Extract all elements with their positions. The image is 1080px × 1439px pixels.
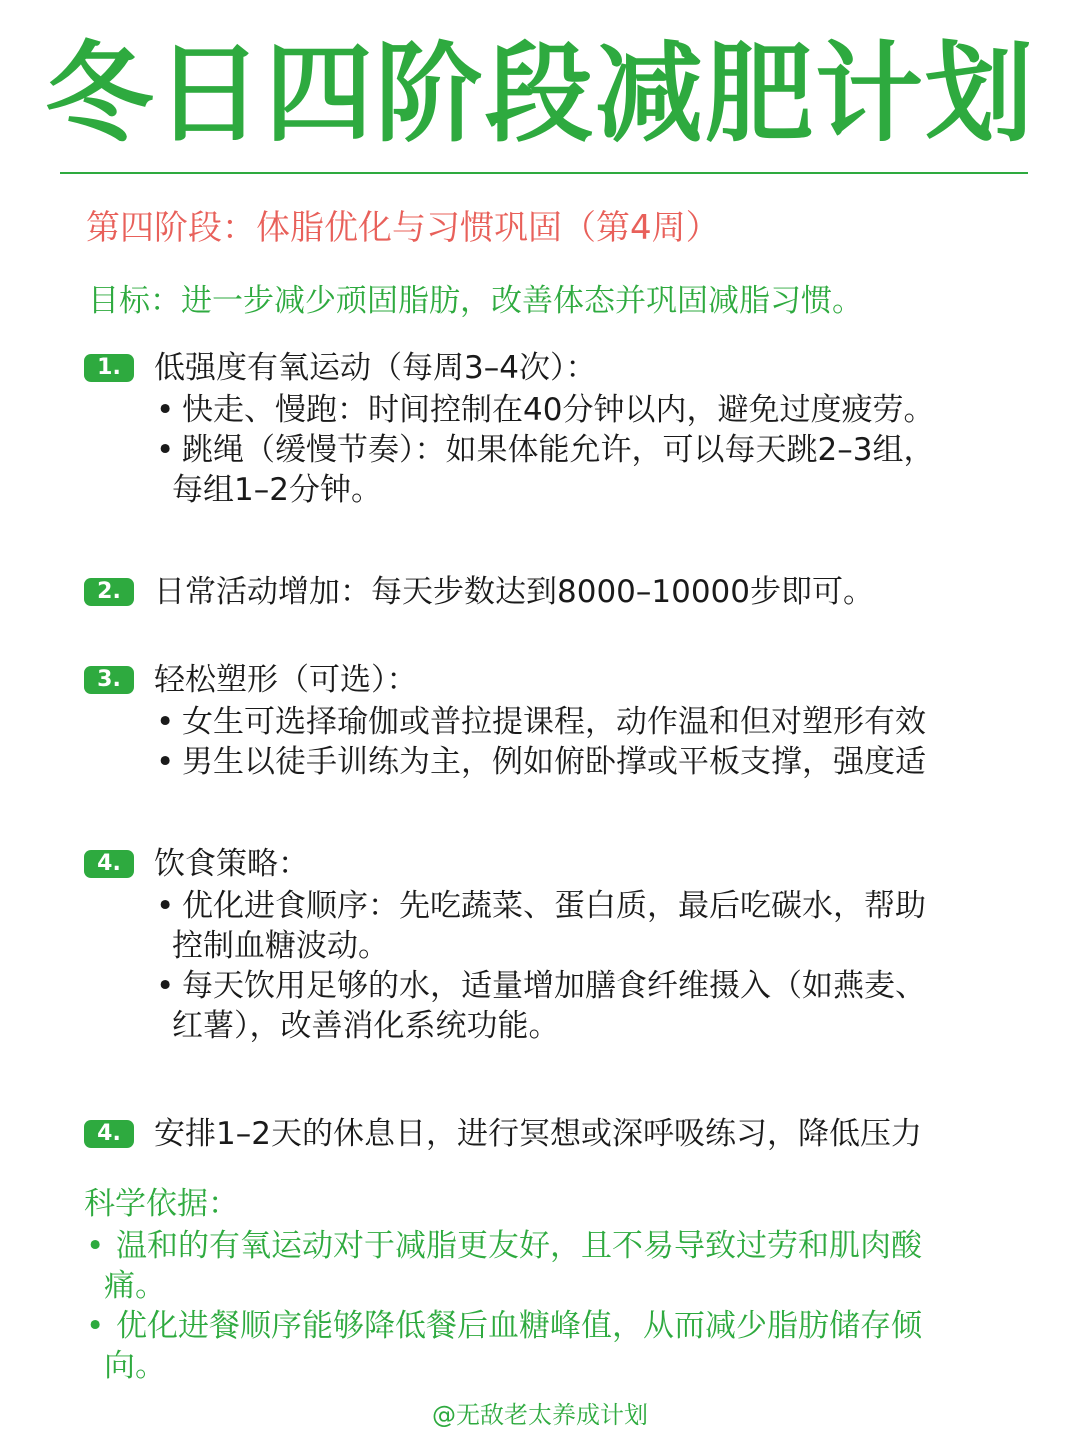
list-item — [84, 702, 1024, 742]
science-block — [84, 1182, 1014, 1386]
bullet-dot: • — [156, 968, 175, 1004]
stage-heading: 第四阶段：体脂优化与习惯巩固（第4周） — [86, 208, 720, 248]
section-5 — [84, 1112, 1024, 1156]
section-header — [84, 346, 1024, 390]
bullet-dot: • — [156, 432, 175, 468]
section-title: 日常活动增加：每天步数达到8000–10000步即可。 — [154, 574, 875, 610]
list-item — [84, 966, 1024, 1046]
science-text: 温和的有氧运动对于减脂更友好，且不易导致过劳和肌肉酸 — [116, 1228, 922, 1264]
bullet-dot: • — [86, 1228, 105, 1264]
section-2 — [84, 570, 1024, 614]
science-text-continued: 向。 — [104, 1348, 166, 1384]
bullet-dot: • — [86, 1308, 105, 1344]
science-text-continued: 痛。 — [104, 1268, 166, 1304]
section-1 — [84, 346, 1024, 510]
bullet-text: 优化进食顺序：先吃蔬菜、蛋白质，最后吃碳水，帮助 — [182, 888, 926, 924]
bullet-text: 女生可选择瑜伽或普拉提课程，动作温和但对塑形有效 — [182, 704, 926, 740]
section-3 — [84, 658, 1024, 782]
bullet-dot: • — [156, 888, 175, 924]
bullet-text-continued: 每组1–2分钟。 — [172, 472, 382, 508]
section-title: 安排1–2天的休息日，进行冥想或深呼吸练习，降低压力 — [154, 1116, 922, 1152]
page-title: 冬日四阶段减肥计划 — [44, 32, 1035, 157]
list-item — [84, 1226, 1014, 1306]
author-watermark: @无敌老太养成计划 — [432, 1401, 648, 1429]
bullet-text-continued: 红薯），改善消化系统功能。 — [172, 1008, 560, 1044]
bullet-text-continued: 控制血糖波动。 — [172, 928, 389, 964]
number-badge: 3. — [84, 666, 134, 694]
list-item — [84, 742, 1024, 782]
section-header — [84, 658, 1024, 702]
list-item — [84, 390, 1024, 430]
bullet-dot: • — [156, 392, 175, 428]
section-header — [84, 1112, 1024, 1156]
science-text: 优化进餐顺序能够降低餐后血糖峰值，从而减少脂肪储存倾 — [116, 1308, 922, 1344]
section-header — [84, 842, 1024, 886]
bullet-list — [84, 886, 1024, 1046]
bullet-text: 每天饮用足够的水，适量增加膳食纤维摄入（如燕麦、 — [182, 968, 926, 1004]
number-badge: 1. — [84, 354, 134, 382]
bullet-list — [84, 390, 1024, 510]
list-item — [84, 1306, 1014, 1386]
bullet-list — [84, 702, 1024, 782]
number-badge: 4. — [84, 1120, 134, 1148]
number-badge: 4. — [84, 850, 134, 878]
section-title: 饮食策略： — [154, 846, 309, 882]
bullet-text: 男生以徒手训练为主，例如俯卧撑或平板支撑，强度适 — [182, 744, 926, 780]
list-item — [84, 886, 1024, 966]
title-divider — [60, 172, 1028, 174]
bullet-text: 快走、慢跑：时间控制在40分钟以内，避免过度疲劳。 — [182, 392, 935, 428]
science-title: 科学依据： — [84, 1186, 239, 1222]
bullet-text: 跳绳（缓慢节奏）：如果体能允许，可以每天跳2–3组， — [182, 432, 935, 468]
section-title: 轻松塑形（可选）： — [154, 662, 418, 698]
bullet-dot: • — [156, 704, 175, 740]
list-item — [84, 430, 1024, 510]
section-title: 低强度有氧运动（每周3–4次）： — [154, 350, 597, 386]
section-4 — [84, 842, 1024, 1046]
section-header — [84, 570, 1024, 614]
goal-text: 目标：进一步减少顽固脂肪，改善体态并巩固减脂习惯。 — [88, 283, 863, 319]
bullet-dot: • — [156, 744, 175, 780]
number-badge: 2. — [84, 578, 134, 606]
